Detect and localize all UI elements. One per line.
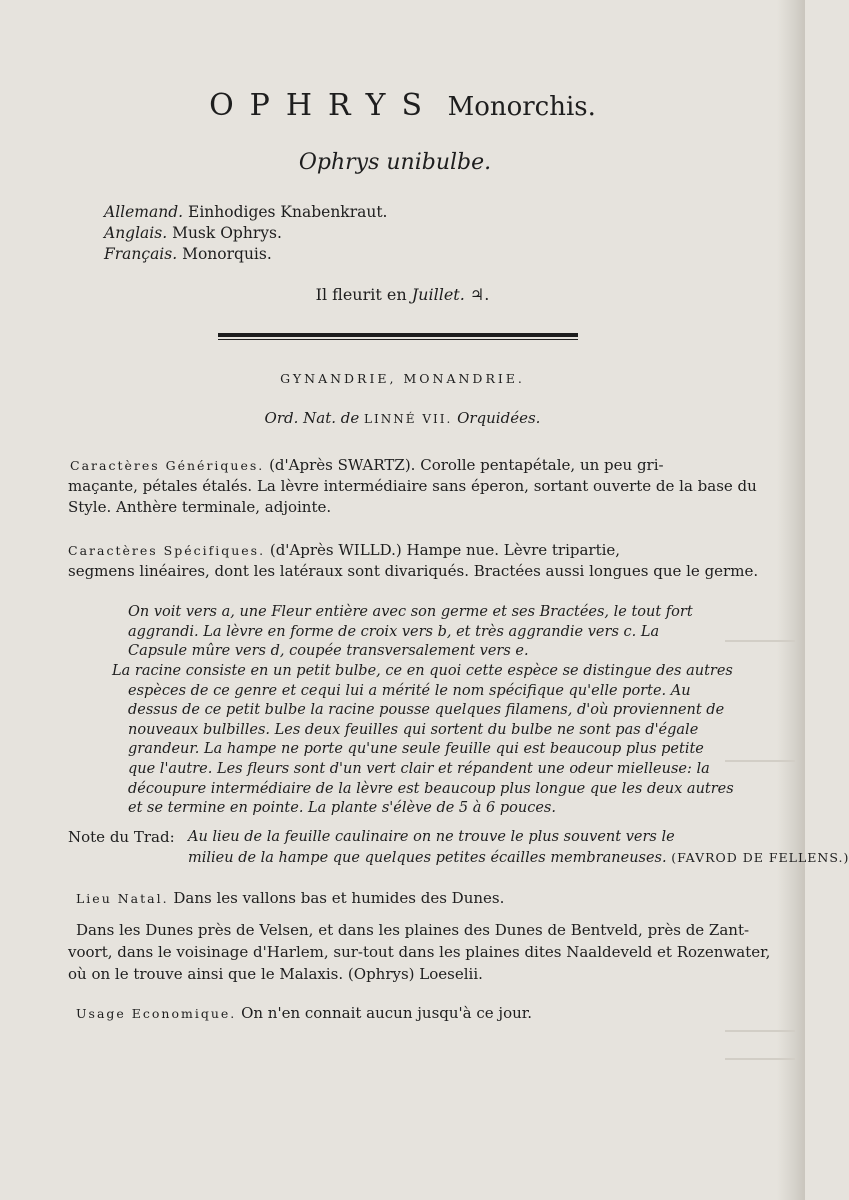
flowering-period: Il fleurit en Juillet. ♃.: [315, 285, 490, 304]
translator-note: Au lieu de la feuille caulinaire on ne trouve le plus souvent vers le milieu de la hampe que quelques petites écailles membraneuses. (FAVROD DE FELLENS.): [188, 829, 849, 866]
figure-explanation: On voit vers a, une Fleur entière avec son germe et ses Bractées, le tout fort aggrandi. La lèvre en forme de croix vers b, et très aggrandie vers c. La Capsule mûre vers d, coupée transversalement vers e.: [128, 604, 693, 660]
bleed-through-mark: [725, 1058, 795, 1060]
genus-name: OPHRYS: [209, 88, 439, 123]
usage-line: Usage Economique. On n'en connait aucun jusqu'à ce jour.: [76, 1004, 533, 1022]
section-heading: Lieu Natal.: [76, 891, 169, 906]
divider-rule-thin: [218, 339, 578, 340]
translator-note-label: Note du Trad:: [68, 828, 175, 846]
page-title: [0, 88, 805, 123]
generic-characters: Caractères Génériques. (d'Après SWARTZ). Corolle pentapétale, un peu gri- maçante, pétales étalés. La lèvre intermédiaire sans éperon, sortant ouverte de la base du Style. Anthère terminale, adjointe.: [68, 456, 757, 516]
section-heading: Usage Economique.: [76, 1006, 237, 1021]
species-name: Monorchis.: [447, 92, 596, 122]
classification: GYNANDRIE, MONANDRIE.: [280, 371, 525, 386]
habitat-details: Dans les Dunes près de Velsen, et dans les plaines des Dunes de Bentveld, près de Zant- voort, dans le voisinage d'Harlem, sur-tout dans les plaines dites Naaldeveld et Rozenwater, où on le trouve ainsi que le Malaxis. (Ophrys) Loeselii.: [68, 921, 771, 983]
perennial-symbol: ♃.: [469, 285, 490, 304]
common-names: [104, 202, 388, 265]
habitat-heading-line: Lieu Natal. Dans les vallons bas et humides des Dunes.: [76, 889, 505, 907]
bleed-through-mark: [725, 1030, 795, 1032]
natural-order: Ord. Nat. de LINNÉ VII. Orquidées.: [264, 409, 541, 427]
section-heading: Caractères Génériques.: [70, 458, 265, 473]
section-heading: Caractères Spécifiques.: [68, 543, 266, 558]
common-name-row: Français. Monorquis.: [104, 245, 272, 263]
specific-characters: Caractères Spécifiques. (d'Après WILLD.) Hampe nue. Lèvre tripartie, segmens linéaires, dont les latéraux sont divariqués. Bractées aussi longues que le germe.: [68, 541, 759, 580]
page-edge-shadow: [777, 0, 805, 1200]
note-source: (FAVROD DE FELLENS.): [671, 849, 849, 865]
divider-rule: [218, 333, 578, 337]
description: La racine consiste en un petit bulbe, ce en quoi cette espèce se distingue des autres espèces de ce genre et cequi lui a mérité le nom spécifique qu'elle porte. Au dessus de ce petit bulbe la racine pousse quelques filamens, d'où proviennent de nouveaux bulbilles. Les deux feuilles qui sortent du bulbe ne sont pas d'égale grandeur. La hampe ne porte qu'une seule feuille qui est beaucoup plus petite que l'autre. Les fleurs sont d'un vert clair et répandent une odeur mielleuse: la découpure intermédiaire de la lèvre est beaucoup plus longue que les deux autres et se termine en pointe. La plante s'élève de 5 à 6 pouces.: [112, 663, 734, 817]
common-name-row: Anglais. Musk Ophrys.: [104, 224, 282, 242]
common-name-row: Allemand. Einhodiges Knabenkraut.: [104, 203, 388, 221]
french-name: Ophrys unibulbe.: [298, 150, 492, 175]
